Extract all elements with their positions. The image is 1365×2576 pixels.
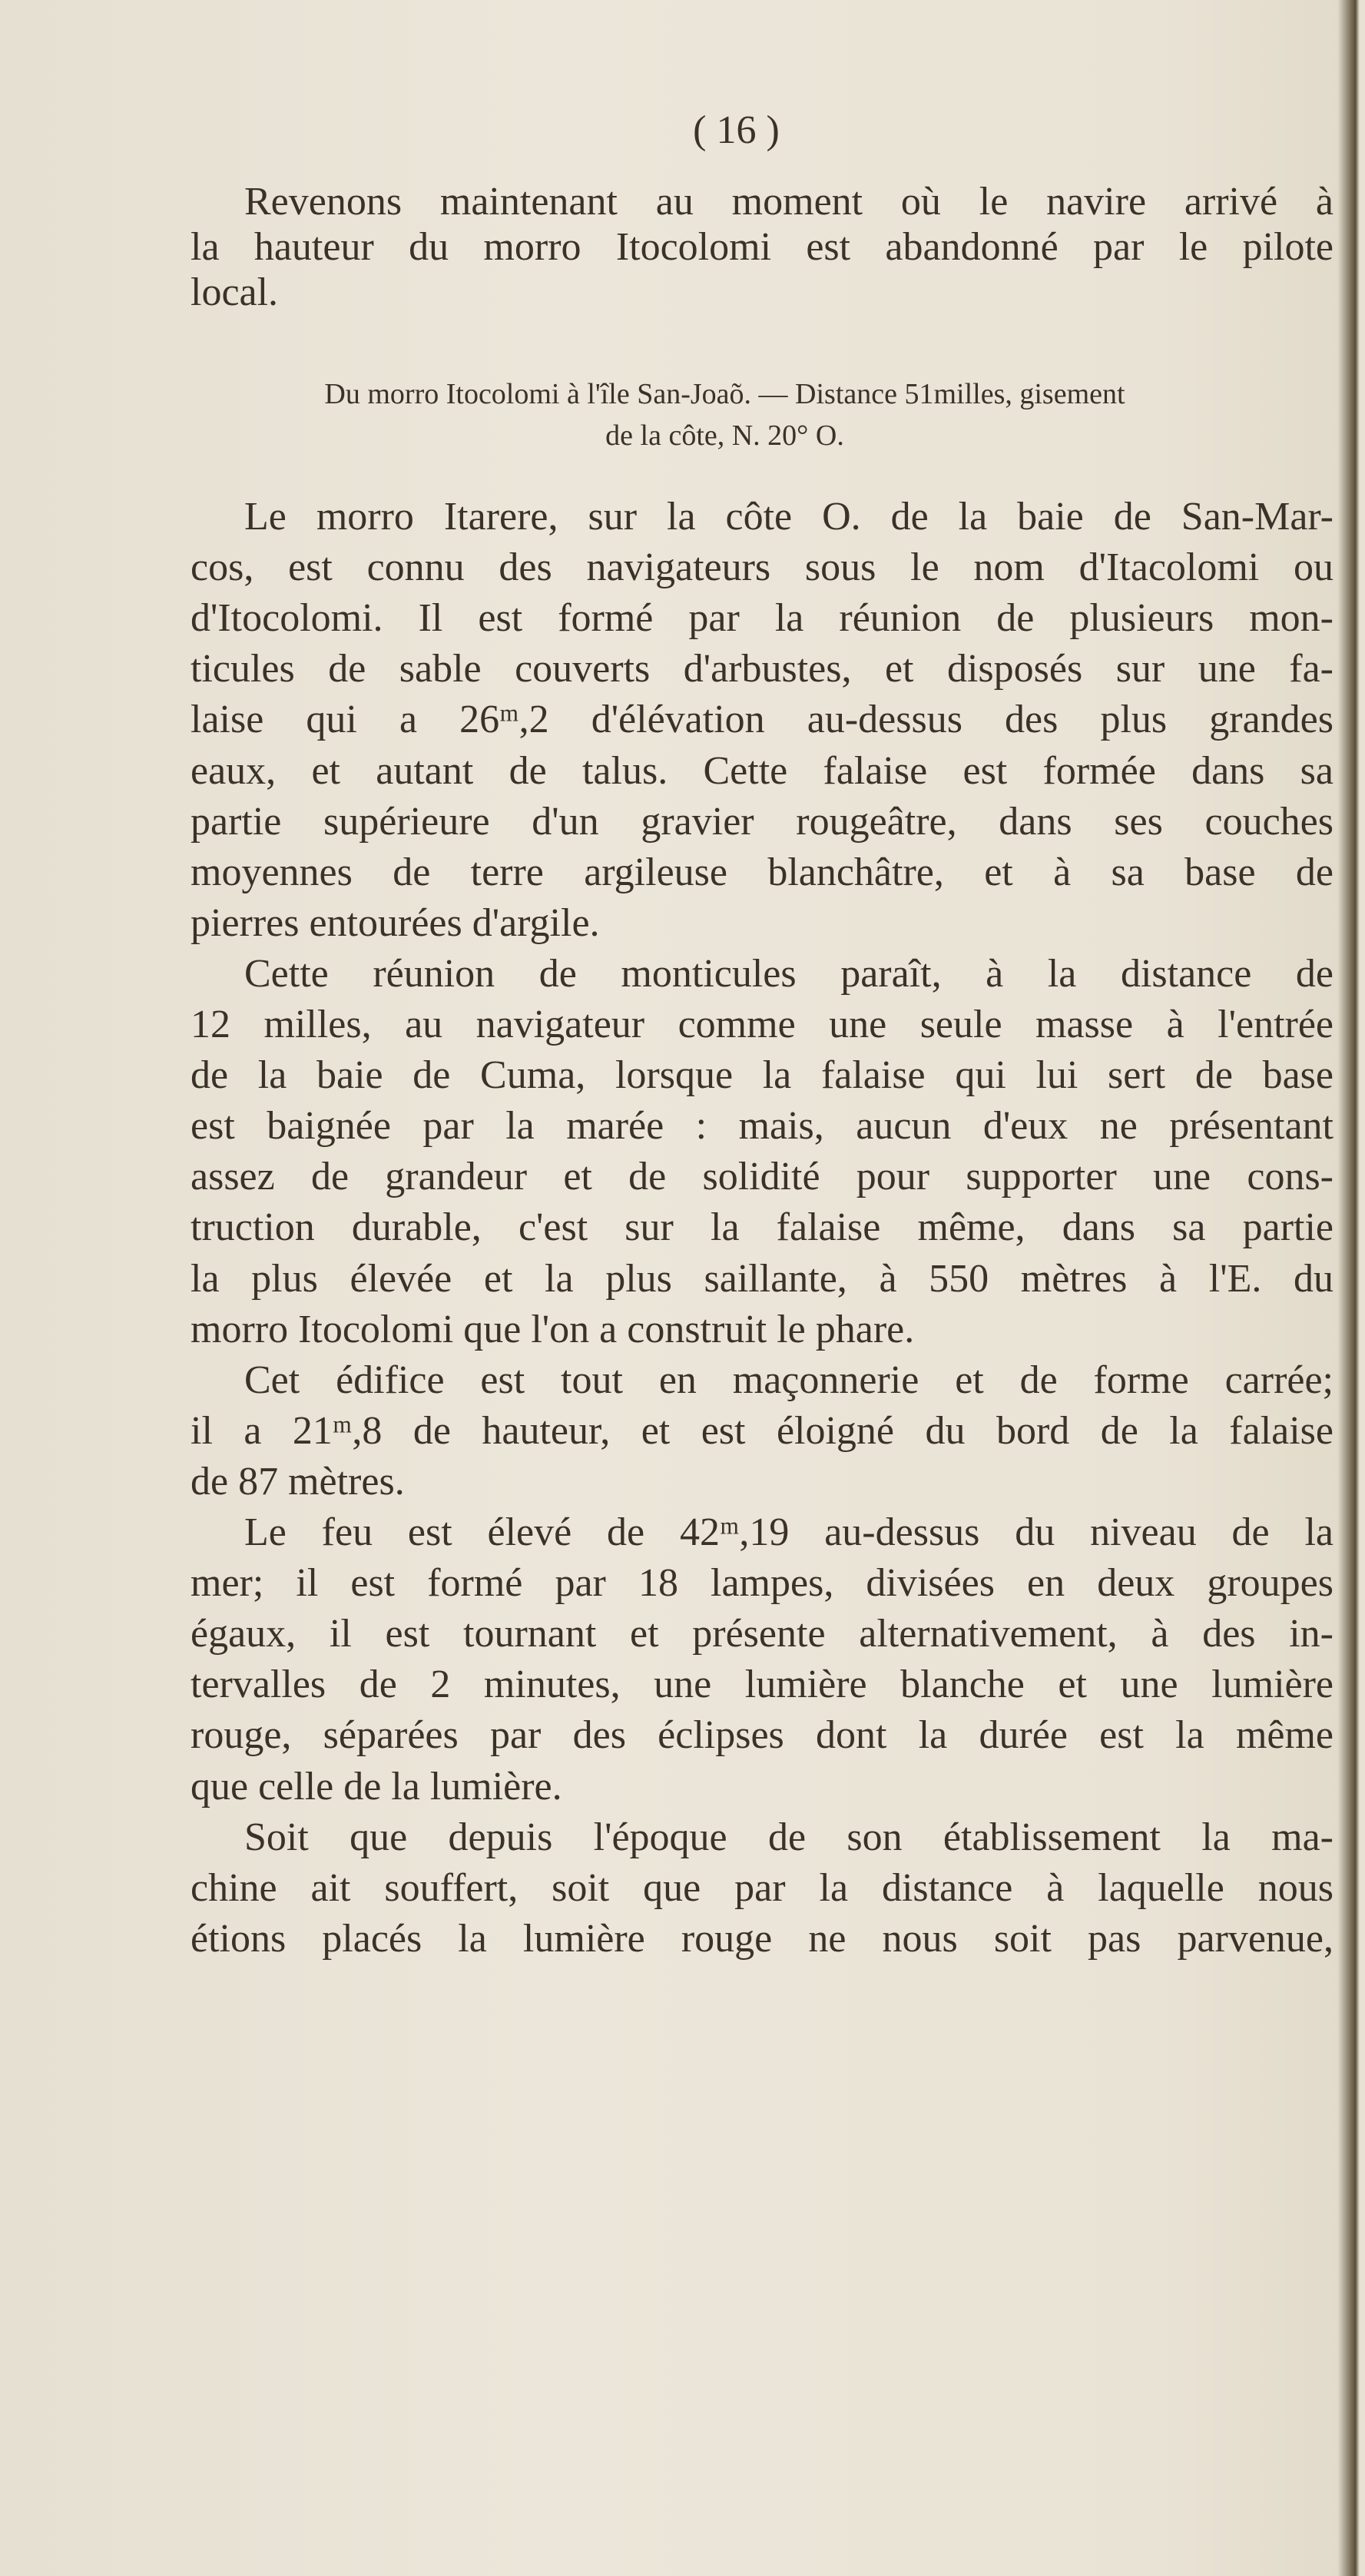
text-line: étions placés la lumière rouge ne nous soit pas parvenue, [191, 1916, 1334, 1961]
text-line: est baignée par la marée : mais, aucun d'eux ne présentant [191, 1104, 1334, 1149]
text-line: Cette réunion de monticules paraît, à la distance de [244, 951, 1334, 996]
text-line: Le feu est élevé de 42ᵐ,19 au-dessus du niveau de la [244, 1510, 1334, 1554]
text-line: Le morro Itarere, sur la côte O. de la baie de San-Mar- [244, 495, 1334, 539]
caption-line: de la côte, N. 20° O. [605, 419, 844, 452]
text-line: truction durable, c'est sur la falaise même, dans sa partie [191, 1205, 1334, 1250]
caption-line: Du morro Itocolomi à l'île San-Joaõ. — Distance 51milles, gisement [324, 378, 1125, 410]
text-line: cos, est connu des navigateurs sous le nom d'Itacolomi ou [191, 545, 1334, 590]
text-line: tervalles de 2 minutes, une lumière blanche et une lumière [191, 1663, 1334, 1707]
page-number: ( 16 ) [693, 108, 780, 152]
text-line: la hauteur du morro Itocolomi est abandonné par le pilote [191, 225, 1334, 269]
text-line: eaux, et autant de talus. Cette falaise est formée dans sa [191, 748, 1334, 793]
text-line: 12 milles, au navigateur comme une seule masse à l'entrée [191, 1003, 1334, 1046]
text-line: rouge, séparées par des éclipses dont la durée est la même [191, 1713, 1334, 1758]
text-line: que celle de la lumière. [191, 1764, 562, 1809]
text-line: de 87 mètres. [191, 1459, 405, 1503]
text-line: d'Itocolomi. Il est formé par la réunion de plusieurs mon- [191, 596, 1334, 641]
text-line: laise qui a 26ᵐ,2 d'élévation au-dessus des plus grandes [191, 698, 1334, 742]
text-line: partie supérieure d'un gravier rougeâtre, dans ses couches [191, 799, 1334, 844]
text-line: la plus élevée et la plus saillante, à 550 mètres à l'E. du [191, 1256, 1334, 1301]
text-line: local. [191, 270, 279, 314]
text-line: mer; il est formé par 18 lampes, divisées en deux groupes [191, 1561, 1334, 1606]
text-line: chine ait souffert, soit que par la distance à laquelle nous [191, 1865, 1334, 1910]
text-line: Soit que depuis l'époque de son établissement la ma- [244, 1815, 1334, 1859]
text-line: morro Itocolomi que l'on a construit le phare. [191, 1307, 915, 1351]
text-line: moyennes de terre argileuse blanchâtre, et à sa base de [191, 850, 1334, 894]
text-line: Revenons maintenant au moment où le navire arrivé à [244, 180, 1334, 224]
text-line: de la baie de Cuma, lorsque la falaise qui lui sert de base [191, 1053, 1334, 1098]
text-line: pierres entourées d'argile. [191, 900, 600, 945]
text-line: égaux, il est tournant et présente alternativement, à des in- [191, 1612, 1334, 1656]
text-line: il a 21ᵐ,8 de hauteur, et est éloigné du bord de la falaise [191, 1408, 1334, 1453]
text-line: ticules de sable couverts d'arbustes, et disposés sur une fa- [191, 647, 1334, 691]
text-line: assez de grandeur et de solidité pour supporter une cons- [191, 1155, 1334, 1199]
text-line: Cet édifice est tout en maçonnerie et de forme carrée; [244, 1358, 1334, 1402]
